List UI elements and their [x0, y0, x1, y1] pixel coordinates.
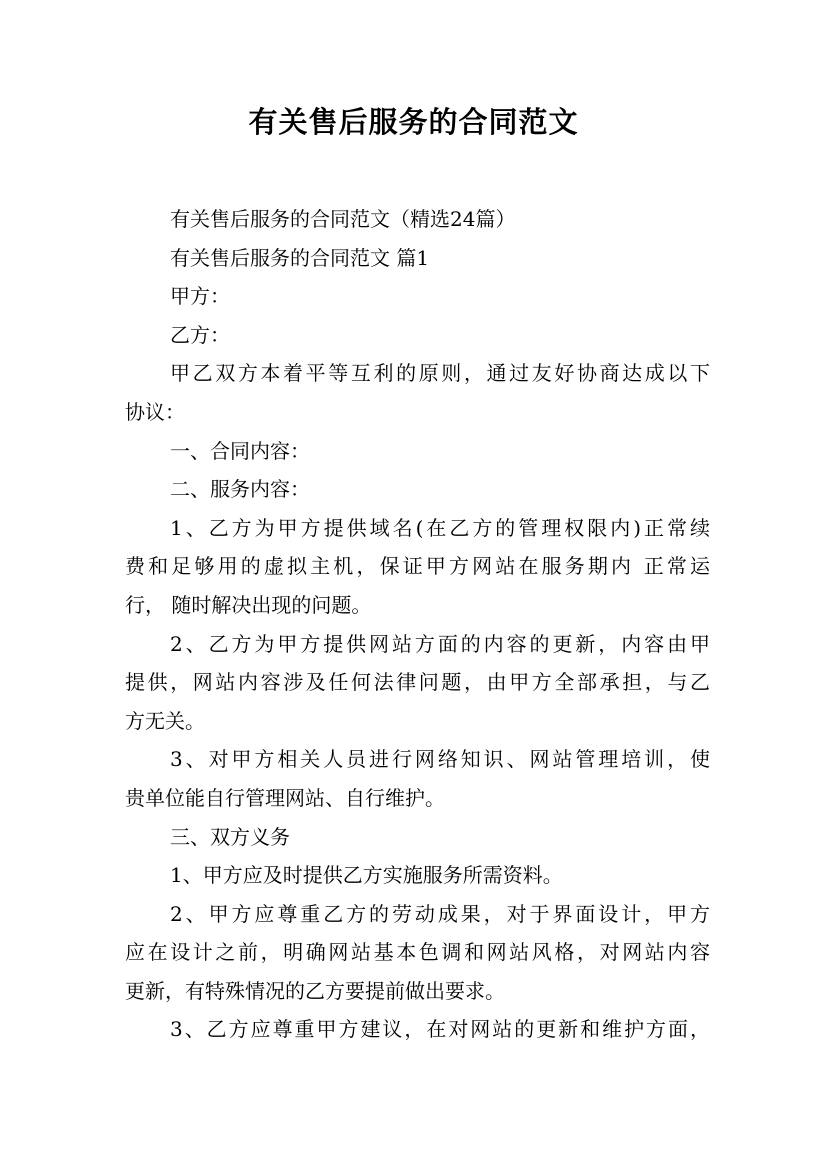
text-line: 贵单位能自行管理网站、自行维护。 — [125, 785, 445, 810]
text-line: 二、服务内容： — [170, 477, 310, 502]
text-line: 提供，网站内容涉及任何法律问题，由甲方全部承担，与乙 — [125, 670, 710, 695]
text-line: 1、甲方应及时提供乙方实施服务所需资料。 — [170, 863, 563, 888]
text-line: 3、对甲方相关人员进行网络知识、网站管理培训，使 — [170, 747, 710, 772]
text-line: 有关售后服务的合同范文（精选24篇） — [170, 207, 516, 231]
text-line: 行， 随时解决出现的问题。 — [125, 592, 372, 617]
text-line: 2、甲方应尊重乙方的劳动成果，对于界面设计，甲方 — [170, 901, 710, 926]
text-line: 乙方： — [170, 322, 230, 347]
text-line: 甲方： — [170, 284, 230, 309]
text-line: 更新，有特殊情况的乙方要提前做出要求。 — [125, 978, 505, 1003]
text-line: 一、合同内容： — [170, 438, 310, 463]
text-line: 费和足够用的虚拟主机，保证甲方网站在服务期内 正常运 — [125, 554, 710, 579]
text-line: 应在设计之前，明确网站基本色调和网站风格，对网站内容 — [125, 940, 710, 965]
text-line: 3、乙方应尊重甲方建议，在对网站的更新和维护方面， — [170, 1017, 710, 1042]
document-body — [125, 200, 710, 1049]
text-line: 三、双方义务 — [170, 824, 290, 849]
text-line: 方无关。 — [125, 708, 205, 733]
text-line: 有关售后服务的合同范文 篇1 — [170, 245, 430, 270]
text-line: 1、乙方为甲方提供域名(在乙方的管理权限内)正常续 — [170, 515, 710, 540]
text-line: 协议： — [125, 399, 185, 424]
text-line: 2、乙方为甲方提供网站方面的内容的更新，内容由甲 — [170, 631, 710, 656]
text-line: 甲乙双方本着平等互利的原则，通过友好协商达成以下 — [170, 361, 710, 386]
document-title: 有关售后服务的合同范文 — [248, 105, 579, 139]
